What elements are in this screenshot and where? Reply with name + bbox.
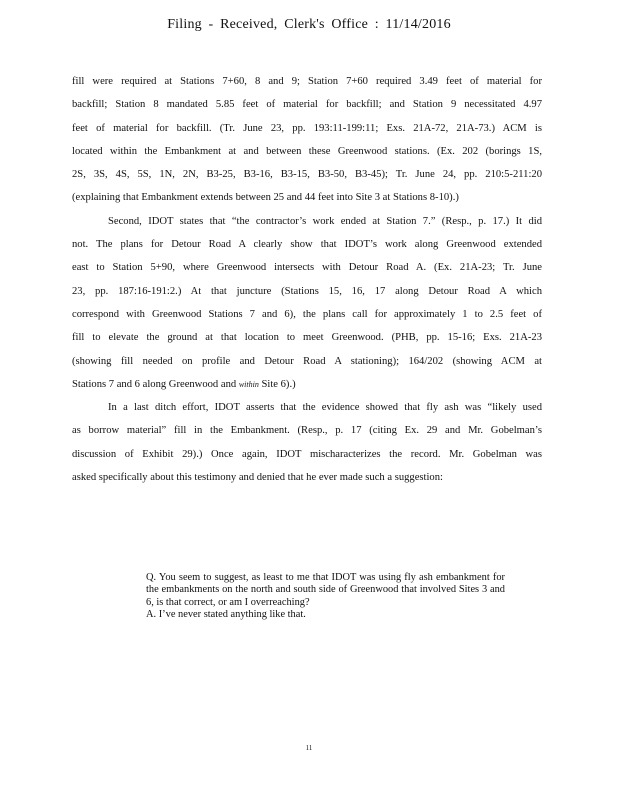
paragraph-3-line-4: asked specifically about this testimony and denied that he ever made such a suggestion: [72,472,443,484]
body-text [72,70,542,489]
paragraph-2-line-5: correspond with Greenwood Stations 7 and 6), the plans call for approximately 1 to 2.5 feet of [72,308,542,320]
paragraph-2-line-4: 23, pp. 187:16-191:2.) At that juncture (Stations 15, 16, 17 along Detour Road A which [72,285,542,297]
paragraph-1-line-5: 2S, 3S, 4S, 5S, 1N, 2N, B3-25, B3-16, B3-15, B3-50, B3-45); Tr. June 24, pp. 210:5-211:20 [72,169,542,181]
quote-question: Q. You seem to suggest, as least to me that IDOT was using fly ash embankment for the embankments on the north and south side of Greenwood that involved Sites 3 and 6, is that correct, or am I overreaching? [146,572,505,608]
paragraph-2-line-8-start: Stations 7 and 6 along Greenwood and [72,378,239,390]
page-number: 11 [305,744,313,752]
paragraph-1-line-2: backfill; Station 8 mandated 5.85 feet of material for backfill; and Station 9 necessitated 4.97 [72,99,542,111]
quote-answer: A. I’ve never stated anything like that. [146,609,306,621]
paragraph-3-line-3: discussion of Exhibit 29).) Once again, IDOT mischaracterizes the record. Mr. Gobelman was [72,448,542,460]
italic-within: within [238,379,259,389]
block-quote [146,572,505,622]
paragraph-1-line-3: feet of material for backfill. (Tr. June 23, pp. 193:11-199:11; Exs. 21A-72, 21A-73.) ACM is [72,122,542,134]
paragraph-1-line-1: fill were required at Stations 7+60, 8 and 9; Station 7+60 required 3.49 feet of material for [72,76,542,87]
paragraph-1-line-6: (explaining that Embankment extends between 25 and 44 feet into Site 3 at Stations 8-10).) [72,192,459,204]
paragraph-2-line-8-end: Site 6).) [258,378,296,390]
paragraph-1-line-4: located within the Embankment at and between these Greenwood stations. (Ex. 202 (borings 1S, [72,145,542,157]
paragraph-2-line-7: (showing fill needed on profile and Detour Road A stationing); 164/202 (showing ACM at [72,355,542,367]
filing-header: Filing - Received, Clerk's Office : 11/14/2016 [167,17,451,32]
paragraph-2-line-2: not. The plans for Detour Road A clearly show that IDOT’s work along Greenwood extended [72,239,542,251]
paragraph-2-line-8 [72,373,542,396]
paragraph-2-line-3: east to Station 5+90, where Greenwood intersects with Detour Road A. (Ex. 21A-23; Tr. June [72,262,542,274]
paragraph-3-line-2: as borrow material” fill in the Embankment. (Resp., p. 17 (citing Ex. 29 and Mr. Gobelman’s [72,425,542,437]
paragraph-2-line-1: Second, IDOT states that “the contractor’s work ended at Station 7.” (Resp., p. 17.) It did [108,215,542,227]
paragraph-2-line-6: fill to elevate the ground at that location to meet Greenwood. (PHB, pp. 15-16; Exs. 21A-23 [72,332,542,344]
paragraph-3-line-1: In a last ditch effort, IDOT asserts that the evidence showed that fly ash was “likely used [108,402,542,414]
